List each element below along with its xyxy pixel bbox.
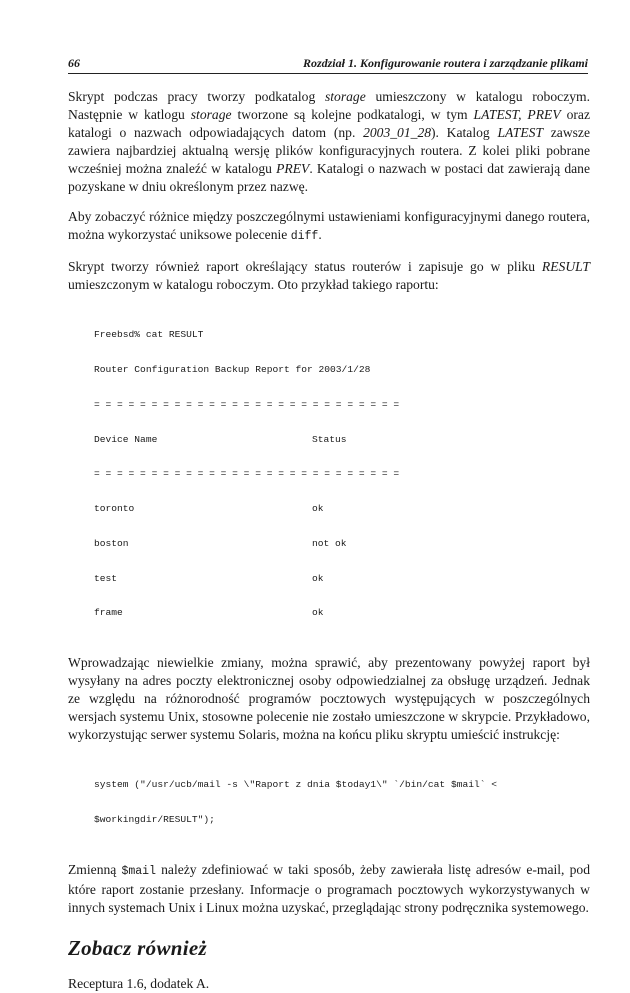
paragraph-4: Wprowadzając niewielkie zmiany, można sprawić, aby prezentowany powyżej raport był wysyłany na adres poczty elektronicznej osoby odpowiedzialnej za obsługę urządzeń. Jednak ze względu na różnorodność programów pocztowych występujących w poszczególnych wersjach systemu Unix, stosowne polecenie nie zostało umieszczone w skrypcie. Przykładowo, wykorzystując serwer systemu Solaris, można na końcu pliku skryptu umieścić instrukcję: <box>68 655 590 743</box>
page-number: 66 <box>68 56 80 70</box>
section-heading: Zobacz również <box>68 935 207 960</box>
report-col-status: Status <box>312 433 347 445</box>
report-col-device: Device Name <box>94 433 158 445</box>
paragraph-5: Zmienną $mail należy zdefiniować w taki sposób, żeby zawierała listę adresów e-mail, pod które raport zostanie przesłany. Informacje o programach pocztowych wykorzystywanych w innych systemach Unix i Linux można uzyskać, przeglądając strony podręcznika systemowego. <box>68 861 590 915</box>
paragraph-1: Skrypt podczas pracy tworzy podkatalog storage umieszczony w katalogu roboczym. Następnie w katlogu storage tworzone są kolejne podkatalogi, w tym LATEST, PREV oraz katalogi o nazwach odpowiadających datom (np. 2003_01_28). Katalog LATEST zawsze zawiera najbardziej aktualną wersję plików konfiguracyjnych routera. Z kolei pliki pobrane wcześniej można znaleźć w katalogu PREV. Katalogi o nazwach w postaci dat zawierają dane pozyskane w dniu określonym przez nazwę. <box>68 89 590 194</box>
report-code-block <box>94 306 590 642</box>
report-row: toronto ok <box>94 503 324 515</box>
mail-code-line-1: system ("/usr/ucb/mail -s \"Raport z dnia $today1\" `/bin/cat $mail` < <box>94 779 498 791</box>
report-separator-top: = = = = = = = = = = = = = = = = = = = = = = = = = = = <box>94 398 400 410</box>
paragraph-2: Aby zobaczyć różnice między poszczególnymi ustawieniami konfiguracyjnymi danego routera, można wykorzystać uniksowe polecenie diff. <box>68 209 590 243</box>
inline-code-diff: diff <box>290 230 319 243</box>
report-prompt: Freebsd% cat RESULT <box>94 329 204 341</box>
mail-code-line-2: $workingdir/RESULT"); <box>94 814 215 826</box>
inline-code-mail: $mail <box>121 864 156 878</box>
report-title: Router Configuration Backup Report for 2003/1/28 <box>94 363 371 375</box>
report-row: test ok <box>94 572 324 584</box>
header-rule <box>68 73 588 74</box>
running-title: Rozdział 1. Konfigurowanie routera i zarządzanie plikami <box>302 56 588 70</box>
section-reference: Receptura 1.6, dodatek A. <box>68 975 210 991</box>
paragraph-3: Skrypt tworzy również raport określający status routerów i zapisuje go w pliku RESULT umieszczonym w katalogu roboczym. Oto przykład takiego raportu: <box>68 259 590 292</box>
report-row: frame ok <box>94 607 324 619</box>
page-body <box>68 88 590 993</box>
mail-code-block <box>94 756 590 849</box>
report-separator-bottom: = = = = = = = = = = = = = = = = = = = = = = = = = = = <box>94 468 400 480</box>
page-header <box>68 56 588 74</box>
report-header-row <box>94 434 590 446</box>
report-row: boston not ok <box>94 537 347 549</box>
